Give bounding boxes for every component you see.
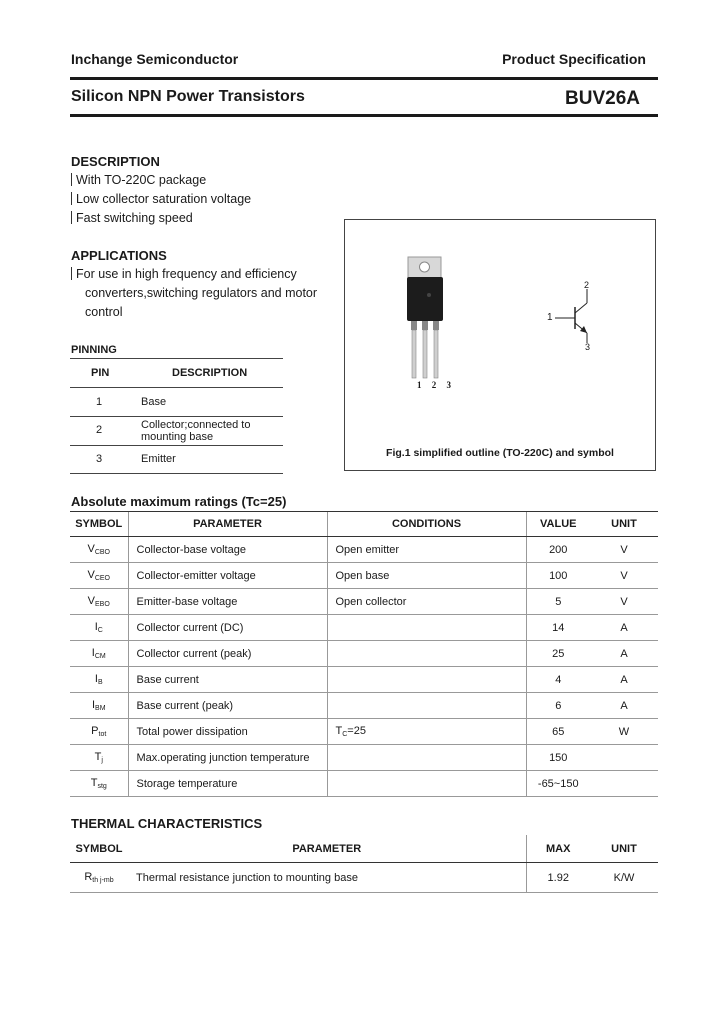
rating-parameter: Base current [128, 667, 327, 693]
col-header-parameter: PARAMETER [128, 512, 327, 537]
rating-value: 4 [526, 667, 590, 693]
col-header-value: VALUE [526, 512, 590, 537]
pin-description: Collector;connected to mounting base [141, 419, 251, 443]
col-header-unit: UNIT [590, 512, 658, 537]
ratings-header-row [70, 512, 658, 537]
col-header-parameter: PARAMETER [128, 835, 526, 863]
rating-symbol: $V_{EBO}$ [70, 589, 128, 615]
rating-parameter: Emitter-base voltage [128, 589, 327, 615]
pinning-rule [70, 445, 283, 446]
pinning-rule [70, 473, 283, 474]
rating-unit: V [590, 589, 658, 615]
col-header-unit: UNIT [590, 835, 658, 863]
rating-value: 150 [526, 745, 590, 771]
rating-unit: A [590, 667, 658, 693]
ratings-body [70, 537, 658, 797]
pin-description: Emitter [141, 453, 176, 465]
ratings-row [70, 589, 658, 615]
thermal-parameter: Thermal resistance junction to mounting base [128, 863, 526, 893]
pinning-rule [70, 387, 283, 388]
rating-parameter: Collector-base voltage [128, 537, 327, 563]
description-item: Low collector saturation voltage [71, 192, 251, 206]
rating-condition [327, 771, 526, 797]
bullet-marker-icon [71, 173, 75, 186]
ratings-row [70, 667, 658, 693]
thermal-max: 1.92 [526, 863, 590, 893]
symbol-emitter-label: 3 [585, 342, 591, 352]
rating-unit: V [590, 563, 658, 589]
description-heading: DESCRIPTION [71, 154, 160, 169]
rating-value: 100 [526, 563, 590, 589]
rating-value: 5 [526, 589, 590, 615]
ratings-row [70, 615, 658, 641]
ratings-row [70, 537, 658, 563]
thermal-body [70, 863, 658, 893]
rating-value: 65 [526, 719, 590, 745]
rating-unit: A [590, 641, 658, 667]
symbol-collector-label: 2 [584, 280, 590, 290]
pinning-rule [70, 416, 283, 417]
rating-condition [327, 641, 526, 667]
npn-transistor-symbol-icon [535, 275, 655, 365]
rating-unit [590, 771, 658, 797]
pinning-heading: PINNING [71, 344, 117, 356]
rating-symbol: $I_{CM}$ [70, 641, 128, 667]
rating-condition [327, 745, 526, 771]
col-header-conditions: CONDITIONS [327, 512, 526, 537]
rating-unit: V [590, 537, 658, 563]
pin-number: 3 [96, 453, 103, 465]
figure-caption: Fig.1 simplified outline (TO-220C) and symbol [386, 447, 614, 459]
thermal-table [70, 835, 658, 893]
rating-parameter: Collector current (peak) [128, 641, 327, 667]
rating-condition [327, 615, 526, 641]
rating-value: 14 [526, 615, 590, 641]
thermal-symbol: $R_{th j-mb}$ [70, 863, 128, 893]
ratings-row [70, 563, 658, 589]
rating-condition [327, 693, 526, 719]
thermal-title: THERMAL CHARACTERISTICS [71, 816, 263, 831]
col-header-symbol: SYMBOL [70, 835, 128, 863]
rating-unit [590, 745, 658, 771]
description-item: With TO-220C package [71, 173, 206, 187]
rating-parameter: Max.operating junction temperature [128, 745, 327, 771]
pin-number: 2 [96, 424, 103, 436]
rating-symbol: $T_j$ [70, 745, 128, 771]
rating-parameter: Collector current (DC) [128, 615, 327, 641]
ratings-table [70, 511, 658, 797]
col-header-symbol: SYMBOL [70, 512, 128, 537]
rating-unit: W [590, 719, 658, 745]
rating-value: -65~150 [526, 771, 590, 797]
pinning-col-description: DESCRIPTION [172, 367, 248, 379]
rating-symbol: $I_B$ [70, 667, 128, 693]
symbol-base-label: 1 [547, 312, 553, 323]
rating-unit: A [590, 615, 658, 641]
rating-unit: A [590, 693, 658, 719]
doc-type: Product Specification [502, 51, 646, 67]
applications-item: For use in high frequency and efficiency [71, 267, 297, 281]
package-pin-numbers: 1 2 3 [417, 380, 455, 390]
product-line: Silicon NPN Power Transistors [71, 88, 305, 105]
rating-parameter: Total power dissipation [128, 719, 327, 745]
thermal-row [70, 863, 658, 893]
title-rule [70, 114, 658, 117]
rating-symbol: $T_{stg}$ [70, 771, 128, 797]
ratings-title: Absolute maximum ratings (Tc=25) [71, 494, 287, 509]
rating-parameter: Collector-emitter voltage [128, 563, 327, 589]
description-item: Fast switching speed [71, 211, 193, 225]
bullet-marker-icon [71, 192, 75, 205]
rating-condition [327, 667, 526, 693]
pin-description: Base [141, 396, 167, 408]
ratings-row [70, 719, 658, 745]
bullet-marker-icon [71, 267, 75, 280]
rating-symbol: $I_C$ [70, 615, 128, 641]
ratings-row [70, 641, 658, 667]
col-header-max: MAX [526, 835, 590, 863]
rating-condition: Open emitter [327, 537, 526, 563]
rating-value: 25 [526, 641, 590, 667]
rating-symbol: $P_{tot}$ [70, 719, 128, 745]
ratings-row [70, 693, 658, 719]
applications-line: converters,switching regulators and motor [85, 286, 318, 300]
pin-number: 1 [96, 396, 103, 408]
rating-value: 6 [526, 693, 590, 719]
rating-symbol: $V_{CEO}$ [70, 563, 128, 589]
rating-symbol: $I_{BM}$ [70, 693, 128, 719]
part-number: BUV26A [565, 88, 640, 109]
pinning-col-pin: PIN [91, 367, 110, 379]
rating-parameter: Base current (peak) [128, 693, 327, 719]
applications-heading: APPLICATIONS [71, 248, 167, 263]
rating-condition: $T_C=25$ [327, 719, 526, 745]
rating-value: 200 [526, 537, 590, 563]
thermal-header-row [70, 835, 658, 863]
bullet-marker-icon [71, 211, 75, 224]
pinning-rule [70, 358, 283, 359]
ratings-row [70, 771, 658, 797]
rating-condition: Open base [327, 563, 526, 589]
thermal-unit: K/W [590, 863, 658, 893]
rating-symbol: $V_{CBO}$ [70, 537, 128, 563]
company-name: Inchange Semiconductor [71, 51, 239, 67]
rating-parameter: Storage temperature [128, 771, 327, 797]
package-figure [344, 219, 656, 471]
rating-condition: Open collector [327, 589, 526, 615]
header-rule [70, 77, 658, 80]
applications-line: control [85, 305, 123, 319]
ratings-row [70, 745, 658, 771]
